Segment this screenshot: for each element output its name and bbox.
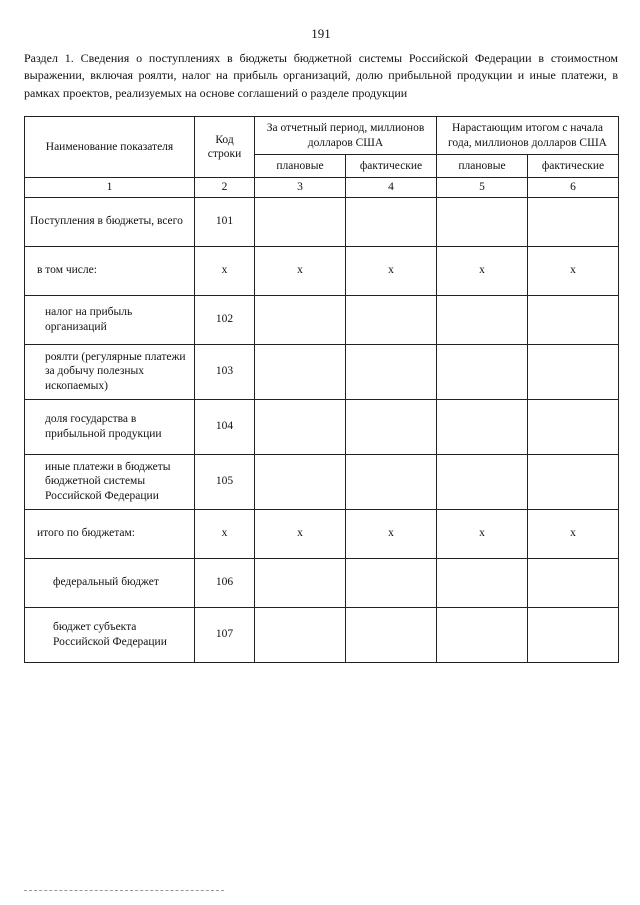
column-number: 6 bbox=[528, 178, 619, 197]
column-number: 3 bbox=[255, 178, 346, 197]
row-code: 105 bbox=[195, 454, 255, 509]
cell-period-actual: х bbox=[346, 246, 437, 295]
table-row bbox=[25, 197, 619, 246]
row-name: федеральный бюджет bbox=[25, 558, 195, 607]
row-name: в том числе: bbox=[25, 246, 195, 295]
header-cumulative: Нарастающим итогом с начала года, миллионов долларов США bbox=[437, 117, 619, 155]
cell-period-actual bbox=[346, 295, 437, 344]
column-number: 4 bbox=[346, 178, 437, 197]
table-row bbox=[25, 246, 619, 295]
cell-period-planned bbox=[255, 454, 346, 509]
cell-cumulative-actual: х bbox=[528, 509, 619, 558]
table-row bbox=[25, 607, 619, 662]
cell-period-actual bbox=[346, 607, 437, 662]
header-code: Код строки bbox=[195, 117, 255, 178]
header-period-actual: фактические bbox=[346, 154, 437, 177]
row-name: итого по бюджетам: bbox=[25, 509, 195, 558]
cell-cumulative-planned bbox=[437, 197, 528, 246]
cell-cumulative-planned bbox=[437, 558, 528, 607]
cell-cumulative-actual bbox=[528, 454, 619, 509]
header-period: За отчетный период, миллионов долларов США bbox=[255, 117, 437, 155]
row-code: х bbox=[195, 246, 255, 295]
footer-divider bbox=[24, 890, 224, 891]
cell-period-actual: х bbox=[346, 509, 437, 558]
cell-period-planned bbox=[255, 607, 346, 662]
row-code: 104 bbox=[195, 399, 255, 454]
budget-revenue-table bbox=[24, 116, 619, 663]
table-row bbox=[25, 509, 619, 558]
cell-period-planned bbox=[255, 197, 346, 246]
cell-period-planned bbox=[255, 344, 346, 399]
cell-cumulative-actual: х bbox=[528, 246, 619, 295]
table-row bbox=[25, 295, 619, 344]
cell-period-planned: х bbox=[255, 246, 346, 295]
column-number: 5 bbox=[437, 178, 528, 197]
table-row bbox=[25, 399, 619, 454]
cell-period-actual bbox=[346, 454, 437, 509]
cell-cumulative-planned: х bbox=[437, 246, 528, 295]
row-code: 107 bbox=[195, 607, 255, 662]
cell-cumulative-planned bbox=[437, 399, 528, 454]
row-name: роялти (регулярные платежи за добычу полезных ископаемых) bbox=[25, 344, 195, 399]
cell-cumulative-planned bbox=[437, 607, 528, 662]
header-name: Наименование показателя bbox=[25, 117, 195, 178]
header-period-planned: плановые bbox=[255, 154, 346, 177]
section-heading: Раздел 1. Сведения о поступлениях в бюджеты бюджетной системы Российской Федерации в стоимостном выражении, включая роялти, налог на прибыль организаций, долю прибыльной продукции и иные платежи, в рамках проектов, реализуемых на основе соглашений о разделе продукции bbox=[24, 51, 618, 100]
column-number-row bbox=[25, 178, 619, 197]
cell-period-planned bbox=[255, 295, 346, 344]
column-number: 2 bbox=[195, 178, 255, 197]
cell-period-actual bbox=[346, 399, 437, 454]
cell-cumulative-actual bbox=[528, 558, 619, 607]
row-code: 103 bbox=[195, 344, 255, 399]
cell-period-actual bbox=[346, 197, 437, 246]
row-name: иные платежи в бюджеты бюджетной системы Российской Федерации bbox=[25, 454, 195, 509]
row-name: налог на прибыль организаций bbox=[25, 295, 195, 344]
cell-period-actual bbox=[346, 558, 437, 607]
row-code: 102 bbox=[195, 295, 255, 344]
cell-period-planned bbox=[255, 399, 346, 454]
table-row bbox=[25, 344, 619, 399]
table-row bbox=[25, 454, 619, 509]
cell-cumulative-planned bbox=[437, 344, 528, 399]
row-code: 101 bbox=[195, 197, 255, 246]
cell-period-planned bbox=[255, 558, 346, 607]
row-name: бюджет субъекта Российской Федерации bbox=[25, 607, 195, 662]
column-number: 1 bbox=[25, 178, 195, 197]
row-name: Поступления в бюджеты, всего bbox=[25, 197, 195, 246]
table-row bbox=[25, 558, 619, 607]
cell-cumulative-actual bbox=[528, 399, 619, 454]
row-code: х bbox=[195, 509, 255, 558]
row-name: доля государства в прибыльной продукции bbox=[25, 399, 195, 454]
cell-cumulative-actual bbox=[528, 607, 619, 662]
cell-cumulative-planned: х bbox=[437, 509, 528, 558]
cell-period-actual bbox=[346, 344, 437, 399]
header-cumulative-planned: плановые bbox=[437, 154, 528, 177]
header-cumulative-actual: фактические bbox=[528, 154, 619, 177]
cell-period-planned: х bbox=[255, 509, 346, 558]
cell-cumulative-actual bbox=[528, 295, 619, 344]
cell-cumulative-actual bbox=[528, 197, 619, 246]
row-code: 106 bbox=[195, 558, 255, 607]
page-number: 191 bbox=[311, 26, 331, 41]
cell-cumulative-planned bbox=[437, 454, 528, 509]
cell-cumulative-planned bbox=[437, 295, 528, 344]
header-row-top bbox=[25, 117, 619, 155]
cell-cumulative-actual bbox=[528, 344, 619, 399]
